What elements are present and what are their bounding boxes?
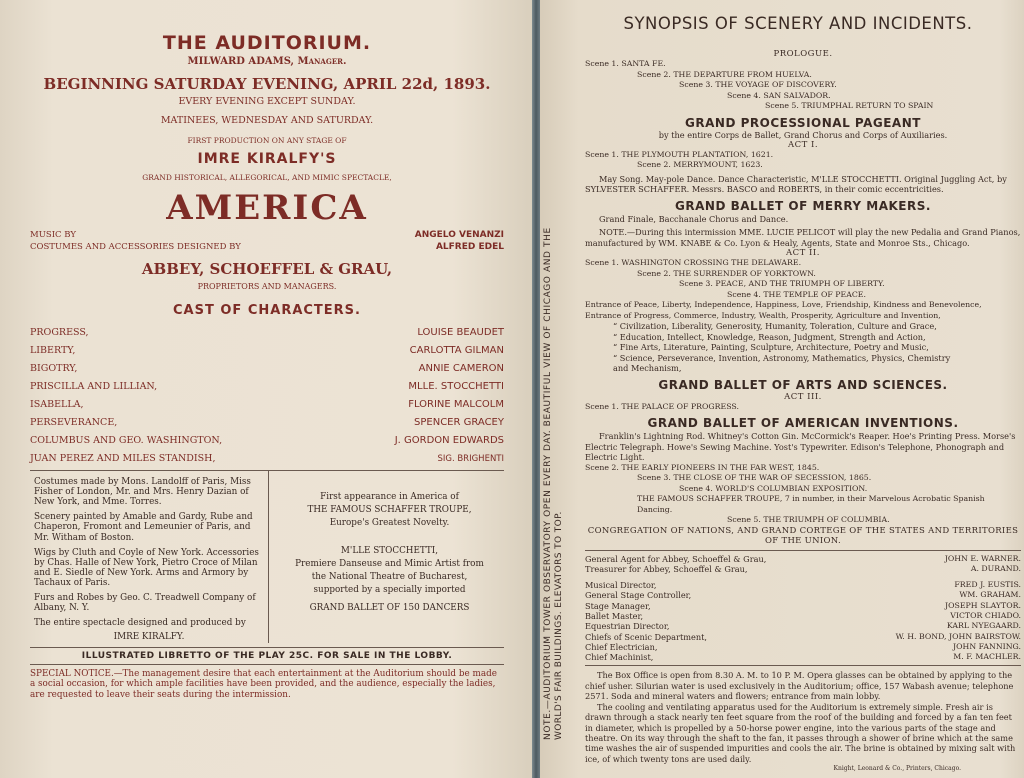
credit-costumes bbox=[30, 242, 504, 252]
opening-date: BEGINNING SATURDAY EVENING, APRIL 22d, 1893. bbox=[43, 75, 491, 93]
firm-subtitle: PROPRIETORS AND MANAGERS. bbox=[197, 282, 337, 291]
staff-name: JOSEPH SLAYTOR. bbox=[945, 600, 1021, 610]
note-scenery: Scenery painted by Amable and Gardy, Rube and Chaperon, Fromont and Lemeunier of Paris, and Mr. Witham of Boston. bbox=[34, 512, 253, 543]
synopsis bbox=[585, 14, 1021, 772]
ditto-text: Fine Arts, Literature, Painting, Sculpture, Architecture, Poetry and Music, bbox=[619, 342, 929, 352]
scene-line: Scene 3. THE CLOSE OF THE WAR OF SECESSION, 1865. bbox=[637, 473, 872, 482]
act-heading: ACT II. bbox=[786, 248, 820, 258]
staff-row bbox=[585, 642, 1021, 652]
scene-line: Scene 5. THE TRIUMPH OF COLUMBIA. bbox=[727, 515, 890, 524]
credit-label: COSTUMES AND ACCESSORIES DESIGNED BY bbox=[30, 242, 241, 252]
feature-dancer-desc: Premiere Danseuse and Mimic Artist from bbox=[295, 559, 484, 569]
scene-line: Scene 3. PEACE, AND THE TRIUMPH OF LIBERTY. bbox=[679, 279, 885, 288]
note-wigs: Wigs by Cluth and Coyle of New York. Accessories by Chas. Halle of New York, Pietro Croce of Milan and E. Siedle of New York. Arms and Armory by Tachaux of Paris. bbox=[34, 547, 259, 588]
act-heading: ACT I. bbox=[787, 139, 819, 150]
scene-line: Scene 3. THE VOYAGE OF DISCOVERY. bbox=[679, 80, 837, 89]
cast-actor: SIG. BRIGHENTI bbox=[437, 454, 504, 464]
staff-row bbox=[585, 580, 1021, 590]
act1-text: May Song. May-pole Dance. Dance Characteristic, M'LLE STOCCHETTI. Original Juggling Act, by SYLVESTER SCHAFFER. Messrs. BASCO and ROBERTS, in their comic eccentricities. bbox=[585, 173, 1007, 194]
feature-dancer-desc: the National Theatre of Bucharest, bbox=[311, 571, 468, 582]
every-evening: EVERY EVENING EXCEPT SUNDAY. bbox=[178, 96, 356, 107]
act-heading: ACT III. bbox=[784, 391, 822, 402]
arts-heading: GRAND BALLET OF ARTS AND SCIENCES. bbox=[658, 377, 948, 392]
cast-actor: FLORINE MALCOLM bbox=[408, 399, 504, 410]
credit-value: ALFRED EDEL bbox=[435, 242, 504, 252]
staff-role: Chief Electrician, bbox=[585, 641, 658, 652]
note-furs: Furs and Robes by Geo. C. Treadwell Company of Albany, N. Y. bbox=[34, 593, 256, 614]
producer: IMRE KIRALFY'S bbox=[197, 151, 337, 167]
ditto-cont: and Mechanism, bbox=[613, 363, 682, 373]
cast-role: COLUMBUS AND GEO. WASHINGTON, bbox=[30, 435, 223, 446]
scene-line: Scene 2. THE EARLY PIONEERS IN THE FAR WEST, 1845. bbox=[585, 462, 820, 472]
scene-line: Scene 4. WORLD'S COLUMBIAN EXPOSITION. bbox=[679, 483, 868, 493]
ditto-text: Science, Perseverance, Invention, Astronomy, Mathematics, Physics, Chemistry bbox=[619, 352, 951, 363]
manager-line: MILWARD ADAMS, Manager. bbox=[187, 56, 347, 67]
cast-role: ISABELLA, bbox=[30, 399, 84, 410]
entrance-peace: Entrance of Peace, Liberty, Independence, Happiness, Love, Friendship, Kindness and Benevolence, bbox=[585, 300, 982, 309]
staff-list bbox=[585, 550, 1021, 667]
staff-row bbox=[585, 564, 1021, 574]
scene-line: Scene 4. THE TEMPLE OF PEACE. bbox=[727, 289, 866, 299]
pageant-sub: by the entire Corps de Ballet, Grand Chorus and Corps of Auxiliaries. bbox=[658, 129, 948, 140]
staff-row bbox=[585, 652, 1021, 662]
cast-role: LIBERTY, bbox=[30, 345, 76, 356]
ditto-text: Civilization, Liberality, Generosity, Humanity, Toleration, Culture and Grace, bbox=[619, 321, 937, 331]
scene-line: Scene 1. THE PALACE OF PROGRESS. bbox=[585, 401, 739, 411]
feature-troupe-sub: Europe's Greatest Novelty. bbox=[329, 517, 450, 528]
cast-row bbox=[30, 410, 504, 428]
inventions-heading: GRAND BALLET OF AMERICAN INVENTIONS. bbox=[647, 416, 959, 430]
synopsis-title: SYNOPSIS OF SCENERY AND INCIDENTS. bbox=[623, 14, 973, 33]
first-production: FIRST PRODUCTION ON ANY STAGE OF bbox=[187, 136, 347, 145]
staff-row bbox=[585, 632, 1021, 642]
cast-title: CAST OF CHARACTERS. bbox=[173, 303, 361, 318]
staff-name: M. F. MACHLER. bbox=[953, 652, 1021, 662]
libretto-notice: ILLUSTRATED LIBRETTO OF THE PLAY 25C. FOR SALE IN THE LOBBY. bbox=[30, 647, 504, 665]
staff-name: FRED J. EUSTIS. bbox=[954, 580, 1021, 590]
cast-row bbox=[30, 320, 504, 338]
staff-row bbox=[585, 590, 1021, 600]
cast-role: PROGRESS, bbox=[30, 327, 89, 338]
feature-ballet: GRAND BALLET OF 150 DANCERS bbox=[309, 603, 470, 614]
staff-row bbox=[585, 611, 1021, 621]
scene-line: Scene 1. SANTA FE. bbox=[585, 59, 666, 68]
cast-row bbox=[30, 374, 504, 392]
staff-name: JOHN E. WARNER. bbox=[944, 553, 1021, 563]
theatre-name: THE AUDITORIUM. bbox=[162, 32, 372, 54]
merry-heading: GRAND BALLET OF MERRY MAKERS. bbox=[675, 198, 931, 213]
feature-dancer-desc: supported by a specially imported bbox=[313, 584, 466, 595]
cast-role: BIGOTRY, bbox=[30, 363, 78, 374]
staff-row bbox=[585, 554, 1021, 564]
feature-intro: First appearance in America of bbox=[320, 492, 459, 502]
cast-role: JUAN PEREZ AND MILES STANDISH, bbox=[30, 453, 216, 464]
vertical-note-line2: WORLD'S FAIR BUILDINGS. ELEVATORS TO TOP. bbox=[554, 511, 564, 740]
note-designed: The entire spectacle designed and produced by bbox=[34, 618, 246, 629]
staff-name: A. DURAND. bbox=[970, 563, 1021, 573]
cast-row bbox=[30, 338, 504, 356]
staff-role: General Agent for Abbey, Schoeffel & Grau, bbox=[585, 553, 767, 564]
staff-name: KARL NYEGAARD. bbox=[946, 621, 1021, 631]
scene-line: Scene 5. TRIUMPHAL RETURN TO SPAIN bbox=[765, 101, 934, 110]
credit-label: MUSIC BY bbox=[30, 230, 76, 240]
cast-row bbox=[30, 446, 504, 464]
cast-row bbox=[30, 392, 504, 410]
staff-row bbox=[585, 621, 1021, 631]
cast-actor: SPENCER GRACEY bbox=[414, 417, 504, 428]
cast-role: PERSEVERANCE, bbox=[30, 417, 118, 428]
play-title: AMERICA bbox=[166, 188, 368, 228]
staff-role: Ballet Master, bbox=[585, 610, 644, 621]
inventions-text: Franklin's Lightning Rod. Whitney's Cotton Gin. McCormick's Reaper. Hoe's Printing Press. Morse's Electric Telegraph. Howe's Sewing Machine. Yost's Typewriter. Edison's Telephone, Phonograph and Electric Light. bbox=[585, 431, 1016, 462]
prologue-title: PROLOGUE. bbox=[773, 49, 833, 59]
ditto-line: “ Fine Arts, Literature, Painting, Sculpture, Architecture, Poetry and Music, bbox=[613, 342, 929, 352]
credit-value: ANGELO VENANZI bbox=[414, 230, 504, 240]
feature-troupe: THE FAMOUS SCHAFFER TROUPE, bbox=[307, 504, 472, 515]
cast-actor: J. GORDON EDWARDS bbox=[394, 435, 504, 446]
feature-box bbox=[269, 471, 504, 643]
cast-actor: MLLE. STOCCHETTI bbox=[408, 381, 504, 392]
staff-role: Chiefs of Scenic Department, bbox=[585, 631, 708, 642]
intermission-note: NOTE.—During this intermission MME. LUCIE PELICOT will play the new Pedalia and Grand Pianos, manufactured by WM. KNABE & Co. Lyon & Healy, Agents, State and Monroe Sts., Chicago. bbox=[585, 227, 1021, 248]
printer-credit: Knight, Leonard & Co., Printers, Chicago. bbox=[833, 765, 961, 773]
cast-actor: ANNIE CAMERON bbox=[418, 363, 504, 374]
firm-name: ABBEY, SCHOEFFEL & GRAU, bbox=[141, 260, 393, 278]
cast-list bbox=[30, 320, 504, 464]
genre: GRAND HISTORICAL, ALLEGORICAL, AND MIMIC SPECTACLE, bbox=[142, 173, 392, 182]
staff-role: Stage Manager, bbox=[585, 600, 651, 611]
ditto-line: “ Education, Intellect, Knowledge, Reason, Judgment, Strength and Action, bbox=[613, 331, 926, 342]
staff-role: General Stage Controller, bbox=[585, 590, 692, 601]
credits-notes bbox=[30, 471, 269, 643]
staff-name: WM. GRAHAM. bbox=[959, 590, 1021, 600]
matinees: MATINEES, WEDNESDAY AND SATURDAY. bbox=[160, 115, 374, 126]
scene-line: Scene 4. SAN SALVADOR. bbox=[727, 90, 831, 100]
finale-text: Grand Finale, Bacchanale Chorus and Dance. bbox=[599, 213, 789, 224]
vertical-note bbox=[538, 40, 568, 740]
box-office-text: The Box Office is open from 8.30 A. M. to 10 P. M. Opera glasses can be obtained by applying to the chief usher. Silurian water is used exclusively in the Auditorium; office, 157 Wabash avenue; telephone 2571. Soda and mineral waters and flowers; entrance from main lobby. bbox=[585, 670, 1014, 702]
cast-row bbox=[30, 356, 504, 374]
cooling-text: The cooling and ventilating apparatus used for the Auditorium is extremely simple. Fresh air is drawn through a stack nearly ten feet square from the roof of the building and forced by a fan ten feet in diameter, which is propelled by a 50-horse power engine, into the various parts of the stage and theatre. On its way through the shaft to the fan, it passes through a shower of brine which at the same time washes the air of suspended impurities and cools the air. The brine is obtained by mixing salt with ice, of which twenty tons are used daily. bbox=[585, 701, 1016, 764]
ditto-line: “ Civilization, Liberality, Generosity, Humanity, Toleration, Culture and Grace, bbox=[613, 321, 937, 331]
scene-line: Scene 2. THE DEPARTURE FROM HUELVA. bbox=[637, 69, 812, 79]
special-notice: SPECIAL NOTICE.—The management desire that each entertainment at the Auditorium should be made a social occasion, for which ample facilities have been provided, and the audience, especially the ladies, are requested to leave their seats during the intermission. bbox=[30, 668, 497, 700]
lower-section bbox=[30, 470, 504, 643]
scene-line: Scene 1. THE PLYMOUTH PLANTATION, 1621. bbox=[585, 149, 774, 159]
ditto-text: Education, Intellect, Knowledge, Reason, Judgment, Strength and Action, bbox=[619, 331, 926, 342]
staff-row bbox=[585, 601, 1021, 611]
designer-name: IMRE KIRALFY. bbox=[113, 632, 185, 643]
scene-line: Scene 1. WASHINGTON CROSSING THE DELAWARE. bbox=[585, 258, 802, 267]
scene-line: Scene 2. THE SURRENDER OF YORKTOWN. bbox=[637, 268, 816, 278]
spacer bbox=[279, 529, 500, 545]
note-costumes: Costumes made by Mons. Landolff of Paris, Miss Fisher of London, Mr. and Mrs. Henry Dazian of New York, and Mme. Torres. bbox=[34, 477, 251, 508]
staff-role: Treasurer for Abbey, Schoeffel & Grau, bbox=[585, 563, 748, 574]
vertical-note-svg bbox=[538, 40, 568, 740]
congregation: CONGREGATION OF NATIONS, AND GRAND CORTEGE OF THE STATES AND TERRITORIES OF THE UNION. bbox=[587, 525, 1019, 546]
feature-dancer: M'LLE STOCCHETTI, bbox=[340, 546, 439, 557]
pageant-heading: GRAND PROCESSIONAL PAGEANT bbox=[685, 115, 921, 130]
staff-name: VICTOR CHIADO. bbox=[950, 610, 1021, 620]
entrance-progress: Entrance of Progress, Commerce, Industry, Wealth, Prosperity, Agriculture and Invention, bbox=[585, 310, 941, 320]
vertical-note-line1: NOTE.—AUDITORIUM TOWER OBSERVATORY OPEN EVERY DAY. BEAUTIFUL VIEW OF CHICAGO AND THE bbox=[543, 227, 553, 740]
scene-line: Scene 2. MERRYMOUNT, 1623. bbox=[637, 160, 763, 169]
staff-name: W. H. BOND, JOHN BAIRSTOW. bbox=[895, 631, 1021, 641]
schaffer-text: THE FAMOUS SCHAFFER TROUPE, 7 in number, in their Marvelous Acrobatic Spanish Dancing. bbox=[637, 494, 985, 514]
ditto-line: “ Science, Perseverance, Invention, Astronomy, Mathematics, Physics, Chemistry bbox=[613, 352, 951, 363]
staff-name: JOHN FANNING. bbox=[953, 641, 1021, 651]
staff-role: Chief Machinist, bbox=[585, 652, 654, 663]
staff-role: Equestrian Director, bbox=[585, 621, 670, 632]
cast-role: PRISCILLA AND LILLIAN, bbox=[30, 381, 158, 392]
cast-row bbox=[30, 428, 504, 446]
cast-actor: CARLOTTA GILMAN bbox=[409, 345, 504, 356]
credit-music bbox=[30, 230, 504, 240]
staff-role: Musical Director, bbox=[585, 580, 657, 591]
cast-actor: LOUISE BEAUDET bbox=[417, 327, 504, 338]
